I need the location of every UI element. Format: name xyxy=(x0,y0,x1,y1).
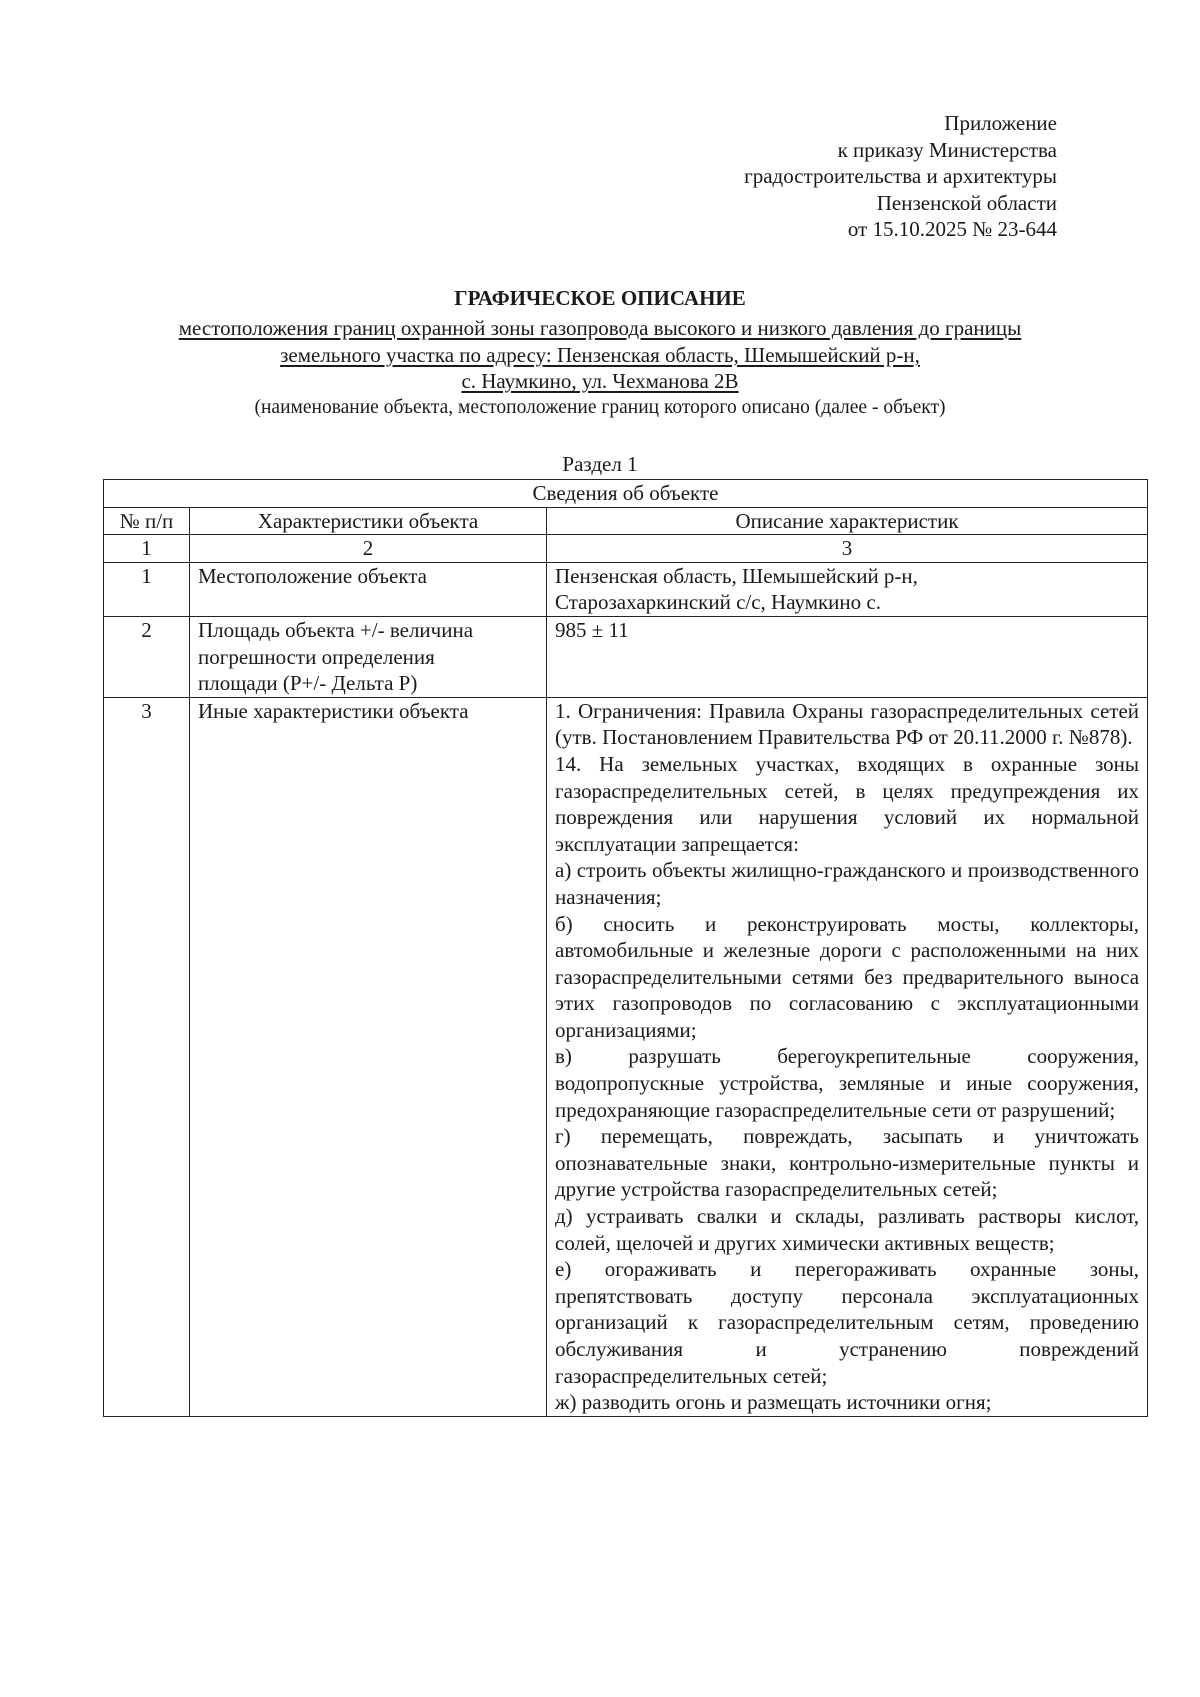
description-paragraph: 1. Ограничения: Правила Охраны газораспределительных сетей (утв. Постановлением Правительства РФ от 20.11.2000 г. №878). xyxy=(555,698,1140,750)
row-characteristic: Площадь объекта +/- величина погрешности определения площади (Р+/- Дельта Р) xyxy=(190,616,547,697)
row-number: 2 xyxy=(104,616,190,697)
table-row xyxy=(104,562,1148,616)
column-number: 2 xyxy=(190,535,547,563)
appendix-line: от 15.10.2025 № 23-644 xyxy=(847,217,1057,241)
description-paragraph: 14. На земельных участках, входящих в охранные зоны газораспределительных сетей, в целях предупреждения их повреждения или нарушения условий их нормальной эксплуатации запрещается: xyxy=(555,751,1140,856)
row-description: 985 ± 11 xyxy=(547,616,1148,697)
appendix-line: градостроительства и архитектуры xyxy=(744,164,1057,188)
description-paragraph: ж) разводить огонь и размещать источники огня; xyxy=(555,1390,992,1415)
document-title: ГРАФИЧЕСКОЕ ОПИСАНИЕ xyxy=(454,286,746,310)
column-number: 1 xyxy=(104,535,190,563)
description-paragraph: а) строить объекты жилищно-гражданского и производственного назначения; xyxy=(555,858,1140,909)
subtitle-line: земельного участка по адресу: Пензенская область, Шемышейский р-н, xyxy=(280,342,920,367)
subtitle-line: с. Наумкино, ул. Чехманова 2В xyxy=(461,369,739,393)
row-description: Пензенская область, Шемышейский р-н, Старозахаркинский с/с, Наумкино с. xyxy=(547,562,1148,616)
header-description: Описание характеристик xyxy=(547,507,1148,535)
appendix-line: к приказу Министерства xyxy=(837,137,1057,162)
table-row xyxy=(104,616,1148,697)
subtitle-line: местоположения границ охранной зоны газопровода высокого и низкого давления до границы xyxy=(178,316,1022,340)
table-header-row xyxy=(104,507,1148,535)
header-number: № п/п xyxy=(104,507,190,535)
table-caption-row xyxy=(104,480,1148,508)
appendix-block xyxy=(744,110,1057,243)
document-subtitle xyxy=(100,315,1100,421)
description-paragraph: б) сносить и реконструировать мосты, коллекторы, автомобильные и железные дороги с расположенными на них газораспределительными сетями без предварительного выноса этих газопроводов по согласованию с эксплуатационными организациями; xyxy=(555,911,1140,1042)
row-number: 3 xyxy=(104,697,190,1416)
table-row xyxy=(104,697,1148,1416)
row-characteristic: Местоположение объекта xyxy=(190,562,547,616)
description-paragraph: в) разрушать берегоукрепительные сооружения, водопропускные устройства, земляные и иные сооружения, предохраняющие газораспределительные сети от разрушений; xyxy=(555,1044,1140,1122)
table-caption: Сведения об объекте xyxy=(104,480,1148,508)
row-description xyxy=(547,697,1148,1416)
section-label: Раздел 1 xyxy=(562,452,638,476)
description-paragraph: г) перемещать, повреждать, засыпать и уничтожать опознавательные знаки, контрольно-измерительные пункты и другие устройства газораспределительных сетей; xyxy=(555,1124,1140,1202)
subtitle-note: (наименование объекта, местоположение границ которого описано (далее - объект) xyxy=(254,396,946,418)
column-number-row xyxy=(104,535,1148,563)
description-paragraph: е) огораживать и перегораживать охранные зоны, препятствовать доступу персонала эксплуатационных организаций к газораспределительным сетям, проведению обслуживания и устранению повреждений газораспределительных сетей; xyxy=(555,1257,1140,1388)
description-paragraph: д) устраивать свалки и склады, разливать растворы кислот, солей, щелочей и других химически активных веществ; xyxy=(555,1204,1140,1255)
column-number: 3 xyxy=(547,535,1148,563)
header-characteristic: Характеристики объекта xyxy=(190,507,547,535)
object-info-table xyxy=(103,479,1148,1417)
row-number: 1 xyxy=(104,562,190,616)
appendix-line: Приложение xyxy=(944,111,1057,135)
appendix-line: Пензенской области xyxy=(876,190,1057,215)
row-characteristic: Иные характеристики объекта xyxy=(190,697,547,1416)
